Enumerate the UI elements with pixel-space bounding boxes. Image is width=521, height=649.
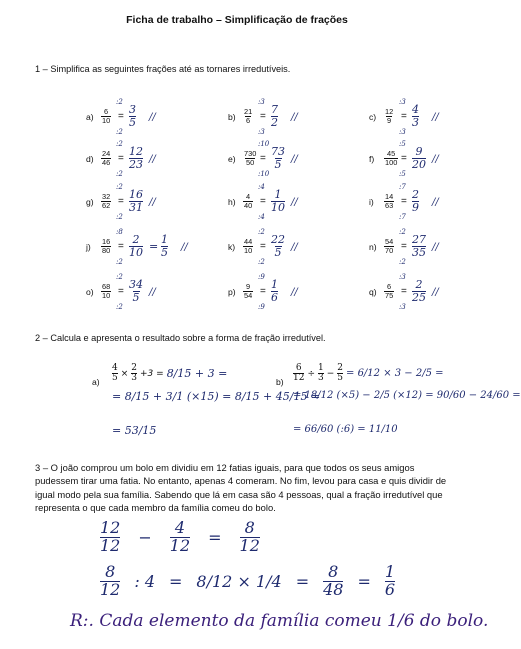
printed-fraction: $\frac{24}{46}$ <box>102 149 111 168</box>
divisor-note: :3 <box>399 273 406 281</box>
equals-sign: = <box>401 153 407 164</box>
equals-sign: = <box>260 153 266 164</box>
handwritten-fraction: $\frac{12}{12}$ <box>100 518 121 555</box>
q3-answer: R:. Cada elemento da família comeu 1/6 do bolo. <box>70 611 489 631</box>
handwritten-term: 8/12 × 1/4 <box>196 571 282 591</box>
printed-fraction: $\frac{9}{54}$ <box>244 282 253 301</box>
irreducible-mark: // <box>291 197 298 208</box>
printed-fraction: $\frac{2}{5}$ <box>337 363 344 384</box>
question-1-prompt: 1 – Simplifica as seguintes frações até as tornares irredutíveis. <box>35 64 291 74</box>
irreducible-mark: // <box>291 242 298 253</box>
divisor-note: :2 <box>116 303 123 311</box>
q2-b-step-1: = 6/12 × 3 − 2/5 = <box>346 368 444 380</box>
printed-fraction: $\frac{54}{70}$ <box>385 237 394 256</box>
divisor-note: :2 <box>116 98 123 106</box>
handwritten-term: = <box>357 571 371 591</box>
page-title: Ficha de trabalho – Simplificação de frações <box>126 14 348 26</box>
handwritten-answer-fraction: $\frac{16}{31}$ <box>129 188 143 214</box>
printed-fraction: $\frac{44}{10}$ <box>244 237 253 256</box>
printed-fraction: $\frac{4}{5}$ <box>112 363 118 384</box>
equals-sign: = <box>260 111 266 122</box>
equals-sign: = <box>260 241 266 252</box>
handwritten-answer-fraction: $\frac{27}{35}$ <box>412 233 426 259</box>
q2-a-line-1: $\frac{4}{5}$ × $\frac{2}{3}$ +3 = 8/15 + 3 = <box>112 363 228 384</box>
equals-sign: = <box>260 286 266 297</box>
q2-b-line-1: $\frac{6}{12}$ ÷ $\frac{1}{3}$ − $\frac{2}{5}$ = 6/12 × 3 − 2/5 = <box>293 363 444 384</box>
divisor-note: :4 <box>258 183 265 191</box>
q2-a-step-1: 8/15 + 3 = <box>166 367 228 381</box>
divisor-note: :9 <box>258 273 265 281</box>
divisor-note: :2 <box>399 228 406 236</box>
printed-fraction: $\frac{4}{40}$ <box>244 192 253 211</box>
equals-sign: = <box>118 196 124 207</box>
equals-sign: = <box>118 241 124 252</box>
handwritten-term: : 4 <box>134 571 156 591</box>
handwritten-term: = <box>295 571 310 591</box>
handwritten-fraction: $\frac{4}{12}$ <box>169 518 191 555</box>
handwritten-answer-fraction: $\frac{4}{3}$ <box>412 103 419 129</box>
divisor-note: :3 <box>258 128 265 136</box>
handwritten-answer-fraction: $\frac{1}{10}$ <box>271 188 285 214</box>
irreducible-mark: // <box>149 287 156 298</box>
q3-line-2 <box>100 564 395 599</box>
equals-sign: = <box>401 196 407 207</box>
divisor-note: :2 <box>399 258 406 266</box>
divisor-note: :2 <box>116 258 123 266</box>
irreducible-mark: // <box>432 242 439 253</box>
divisor-note: :2 <box>116 140 123 148</box>
equals-sign: = <box>118 153 124 164</box>
handwritten-fraction: $\frac{1}{6}$ <box>384 562 396 599</box>
q1-item-label: c) <box>369 112 377 122</box>
handwritten-answer-fraction: $\frac{73}{5}$ <box>271 145 285 171</box>
q1-item-label: d) <box>86 154 94 164</box>
equals-sign: = <box>118 111 124 122</box>
printed-fraction: $\frac{16}{80}$ <box>102 237 111 256</box>
divisor-note: :2 <box>116 183 123 191</box>
irreducible-mark: // <box>291 112 298 123</box>
printed-fraction: $\frac{45}{100}$ <box>385 149 398 168</box>
divisor-note: :2 <box>258 258 265 266</box>
q3-line-1 <box>100 520 260 555</box>
q1-item-label: i) <box>369 197 374 207</box>
q1-item-label: p) <box>228 287 236 297</box>
irreducible-mark: // <box>149 197 156 208</box>
handwritten-answer-fraction: $\frac{9}{20}$ <box>412 145 426 171</box>
divisor-note: :3 <box>258 98 265 106</box>
equals-sign: = <box>401 111 407 122</box>
divisor-note: :2 <box>116 213 123 221</box>
handwritten-answer-fraction: $\frac{1}{5}$ <box>161 233 168 259</box>
divisor-note: :5 <box>399 140 406 148</box>
q1-item-label: o) <box>86 287 94 297</box>
irreducible-mark: // <box>432 287 439 298</box>
handwritten-answer-fraction: $\frac{7}{2}$ <box>271 103 278 129</box>
irreducible-mark: // <box>432 154 439 165</box>
equals-sign: = <box>118 286 124 297</box>
handwritten-answer-fraction: $\frac{2}{25}$ <box>412 278 426 304</box>
irreducible-mark: // <box>432 197 439 208</box>
equals-sign: = <box>149 240 159 253</box>
handwritten-fraction: $\frac{2}{10}$ <box>129 233 143 259</box>
printed-fraction: $\frac{14}{63}$ <box>385 192 394 211</box>
handwritten-answer-fraction: $\frac{2}{9}$ <box>412 188 419 214</box>
divisor-note: :3 <box>399 303 406 311</box>
printed-fraction: $\frac{68}{10}$ <box>102 282 111 301</box>
handwritten-fraction: $\frac{8}{12}$ <box>239 518 260 555</box>
irreducible-mark: // <box>181 242 188 253</box>
divisor-note: :8 <box>116 228 123 236</box>
q1-item-label: n) <box>369 242 377 252</box>
handwritten-fraction: $\frac{8}{48}$ <box>323 562 344 599</box>
irreducible-mark: // <box>291 287 298 298</box>
equals-sign: = <box>401 241 407 252</box>
handwritten-term: = <box>169 571 183 591</box>
divisor-note: :2 <box>116 170 123 178</box>
question-2-prompt: 2 – Calcula e apresenta o resultado sobre a forma de fração irredutível. <box>35 333 326 343</box>
q1-item-label: b) <box>228 112 236 122</box>
divisor-note: :10 <box>258 140 270 148</box>
handwritten-term: = <box>208 527 222 547</box>
handwritten-fraction: $\frac{8}{12}$ <box>100 562 121 599</box>
printed-fraction: $\frac{6}{12}$ <box>293 363 305 384</box>
divisor-note: :2 <box>116 273 123 281</box>
irreducible-mark: // <box>149 154 156 165</box>
q1-item-label: e) <box>228 154 236 164</box>
divisor-note: :2 <box>258 228 265 236</box>
handwritten-answer-fraction: $\frac{3}{5}$ <box>129 103 136 129</box>
q2-a-step-2: = 8/15 + 3/1 (×15) = 8/15 + 45/15 = <box>112 390 321 403</box>
printed-fraction: $\frac{1}{3}$ <box>318 363 324 384</box>
printed-fraction: $\frac{6}{75}$ <box>385 282 394 301</box>
q1-item-label: f) <box>369 154 375 164</box>
equals-sign: = <box>260 196 266 207</box>
printed-fraction: $\frac{2}{3}$ <box>131 363 138 384</box>
handwritten-answer-fraction: $\frac{12}{23}$ <box>129 145 143 171</box>
q2-b-step-2: = 18/12 (×5) − 2/5 (×12) = 90/60 − 24/60 = <box>293 390 521 401</box>
irreducible-mark: // <box>432 112 439 123</box>
q2-a-label: a) <box>92 377 100 387</box>
divisor-note: :7 <box>399 213 406 221</box>
irreducible-mark: // <box>291 154 298 165</box>
divisor-note: :7 <box>399 183 406 191</box>
q1-item-label: h) <box>228 197 236 207</box>
divisor-note: :10 <box>258 170 270 178</box>
handwritten-term: − <box>138 527 152 547</box>
printed-fraction: $\frac{6}{10}$ <box>102 107 111 126</box>
question-3-prompt: 3 – O joão comprou um bolo em dividiu em 12 fatias iguais, para que todos os seus amigos pudessem tirar uma fatia. No entanto, apenas 4 comeram. No fim, levou para casa e quis dividir de igual modo pela sua família. Sabendo que lá em casa são 4 pessoas, qual a fração irredutível que representa o que cada membro da família comeu do bolo. <box>35 462 447 514</box>
printed-fraction: $\frac{12}{9}$ <box>385 107 394 126</box>
divisor-note: :5 <box>399 170 406 178</box>
handwritten-answer-fraction: $\frac{34}{5}$ <box>129 278 143 304</box>
q1-item-label: g) <box>86 197 94 207</box>
divisor-note: :4 <box>258 213 265 221</box>
q1-item-label: a) <box>86 112 94 122</box>
q2-b-step-3: = 66/60 (:6) = 11/10 <box>293 424 398 435</box>
printed-fraction: $\frac{730}{50}$ <box>244 149 257 168</box>
q3-handwritten-work <box>100 518 430 599</box>
q1-item-label: j) <box>86 242 91 252</box>
equals-sign: = <box>401 286 407 297</box>
divisor-note: :9 <box>258 303 265 311</box>
q2-a-step-3: = 53/15 <box>112 424 157 437</box>
handwritten-answer-fraction: $\frac{22}{5}$ <box>271 233 285 259</box>
handwritten-answer-fraction: $\frac{1}{6}$ <box>271 278 278 304</box>
q2-b-handwritten-work <box>293 360 521 460</box>
divisor-note: :3 <box>399 128 406 136</box>
q1-item-label: q) <box>369 287 377 297</box>
divisor-note: :3 <box>399 98 406 106</box>
q2-b-label: b) <box>276 377 284 387</box>
divisor-note: :2 <box>116 128 123 136</box>
printed-fraction: $\frac{32}{62}$ <box>102 192 111 211</box>
printed-fraction: $\frac{21}{6}$ <box>244 107 253 126</box>
irreducible-mark: // <box>149 112 156 123</box>
q1-item-label: k) <box>228 242 236 252</box>
